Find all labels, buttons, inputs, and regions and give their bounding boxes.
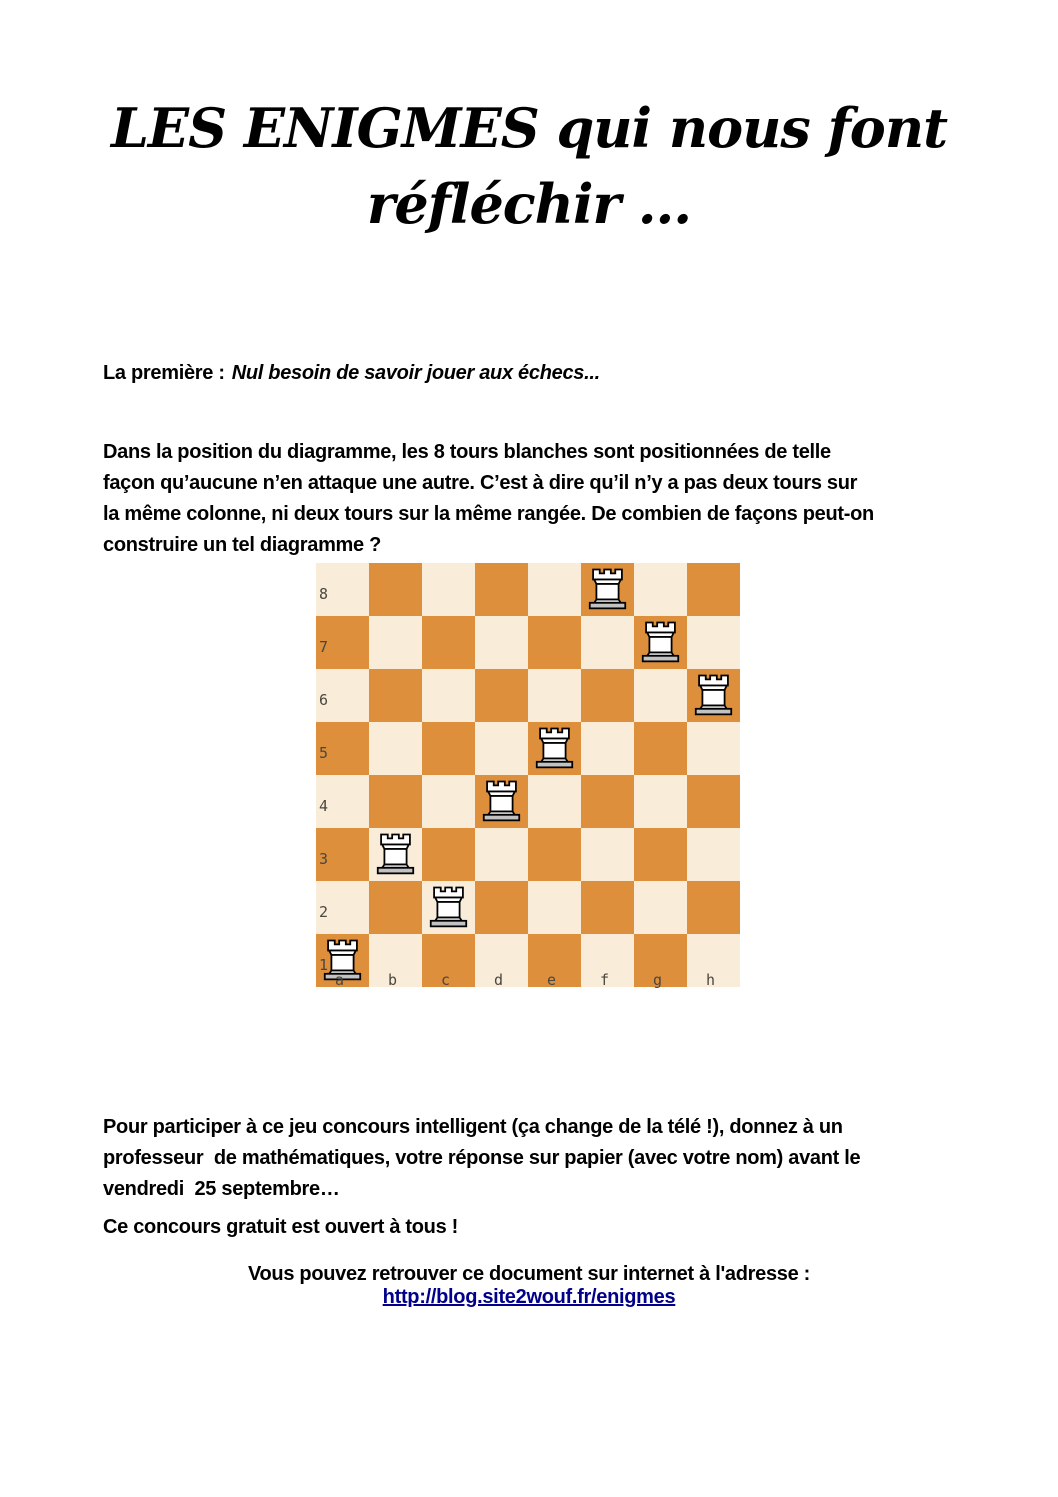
square-d2 bbox=[475, 881, 528, 934]
square-e6 bbox=[528, 669, 581, 722]
square-g6 bbox=[634, 669, 687, 722]
square-d7 bbox=[475, 616, 528, 669]
square-e5 bbox=[528, 722, 581, 775]
problem-paragraph bbox=[103, 437, 1003, 561]
square-d3 bbox=[475, 828, 528, 881]
square-c6 bbox=[422, 669, 475, 722]
square-c4 bbox=[422, 775, 475, 828]
square-f5 bbox=[581, 722, 634, 775]
square-g8 bbox=[634, 563, 687, 616]
file-label-d: d bbox=[493, 971, 504, 989]
square-c5 bbox=[422, 722, 475, 775]
white-rook-icon bbox=[635, 617, 686, 668]
file-label-e: e bbox=[546, 971, 557, 989]
square-d8 bbox=[475, 563, 528, 616]
square-h8 bbox=[687, 563, 740, 616]
enigmes-link[interactable]: http://blog.site2wouf.fr/enigmes bbox=[382, 1286, 676, 1308]
participation-paragraph bbox=[103, 1112, 1003, 1205]
square-d6 bbox=[475, 669, 528, 722]
square-e4 bbox=[528, 775, 581, 828]
square-d4 bbox=[475, 775, 528, 828]
puzzle-intro-subtitle: Nul besoin de savoir jouer aux échecs... bbox=[231, 362, 600, 384]
square-c8 bbox=[422, 563, 475, 616]
rank-label-1: 1 bbox=[319, 956, 329, 974]
square-f8 bbox=[581, 563, 634, 616]
white-rook-icon bbox=[688, 670, 739, 721]
file-label-c: c bbox=[440, 971, 451, 989]
white-rook-icon bbox=[423, 882, 474, 933]
rank-label-6: 6 bbox=[319, 691, 329, 709]
square-h5 bbox=[687, 722, 740, 775]
white-rook-icon bbox=[529, 723, 580, 774]
rank-label-7: 7 bbox=[319, 638, 329, 656]
square-b3 bbox=[369, 828, 422, 881]
square-g5 bbox=[634, 722, 687, 775]
rank-label-8: 8 bbox=[319, 585, 329, 603]
white-rook-icon bbox=[370, 829, 421, 880]
square-f6 bbox=[581, 669, 634, 722]
square-e2 bbox=[528, 881, 581, 934]
square-h7 bbox=[687, 616, 740, 669]
square-e7 bbox=[528, 616, 581, 669]
free-contest-line: Ce concours gratuit est ouvert à tous ! bbox=[103, 1216, 459, 1238]
rank-label-3: 3 bbox=[319, 850, 329, 868]
footer-link-line bbox=[0, 1286, 1058, 1309]
text-line: construire un tel diagramme ? bbox=[103, 534, 382, 556]
text-line: professeur de mathématiques, votre réponse sur papier (avec votre nom) avant le bbox=[103, 1147, 861, 1169]
file-label-f: f bbox=[599, 971, 610, 989]
square-g3 bbox=[634, 828, 687, 881]
square-f3 bbox=[581, 828, 634, 881]
rank-label-2: 2 bbox=[319, 903, 329, 921]
text-line: Dans la position du diagramme, les 8 tours blanches sont positionnées de telle bbox=[103, 441, 831, 463]
text-line: Pour participer à ce jeu concours intelligent (ça change de la télé !), donnez à un bbox=[103, 1116, 843, 1138]
chess-board bbox=[316, 563, 740, 987]
square-h4 bbox=[687, 775, 740, 828]
file-label-b: b bbox=[387, 971, 398, 989]
square-e3 bbox=[528, 828, 581, 881]
square-g4 bbox=[634, 775, 687, 828]
text-line: façon qu’aucune n’en attaque une autre. C’est à dire qu’il n’y a pas deux tours sur bbox=[103, 472, 858, 494]
text-line: la même colonne, ni deux tours sur la même rangée. De combien de façons peut-on bbox=[103, 503, 874, 525]
title-line-2: réfléchir ... bbox=[366, 172, 692, 236]
square-b2 bbox=[369, 881, 422, 934]
puzzle-intro-label: La première : bbox=[103, 362, 225, 384]
square-f2 bbox=[581, 881, 634, 934]
puzzle-intro bbox=[103, 358, 600, 389]
square-c2 bbox=[422, 881, 475, 934]
footer-notice: Vous pouvez retrouver ce document sur internet à l'adresse : bbox=[247, 1263, 811, 1285]
white-rook-icon bbox=[582, 564, 633, 615]
square-h3 bbox=[687, 828, 740, 881]
rank-label-5: 5 bbox=[319, 744, 329, 762]
square-b6 bbox=[369, 669, 422, 722]
square-h6 bbox=[687, 669, 740, 722]
title-line-1: LES ENIGMES qui nous font bbox=[110, 96, 948, 160]
square-b4 bbox=[369, 775, 422, 828]
square-b5 bbox=[369, 722, 422, 775]
square-h2 bbox=[687, 881, 740, 934]
square-b7 bbox=[369, 616, 422, 669]
square-f4 bbox=[581, 775, 634, 828]
square-c3 bbox=[422, 828, 475, 881]
rank-label-4: 4 bbox=[319, 797, 329, 815]
file-label-g: g bbox=[652, 971, 663, 989]
page-title bbox=[0, 90, 1058, 242]
square-f7 bbox=[581, 616, 634, 669]
square-d5 bbox=[475, 722, 528, 775]
file-label-h: h bbox=[705, 971, 716, 989]
text-line: vendredi 25 septembre… bbox=[103, 1178, 340, 1200]
square-b8 bbox=[369, 563, 422, 616]
square-g2 bbox=[634, 881, 687, 934]
white-rook-icon bbox=[476, 776, 527, 827]
square-e8 bbox=[528, 563, 581, 616]
file-label-a: a bbox=[334, 971, 345, 989]
square-g7 bbox=[634, 616, 687, 669]
square-c7 bbox=[422, 616, 475, 669]
